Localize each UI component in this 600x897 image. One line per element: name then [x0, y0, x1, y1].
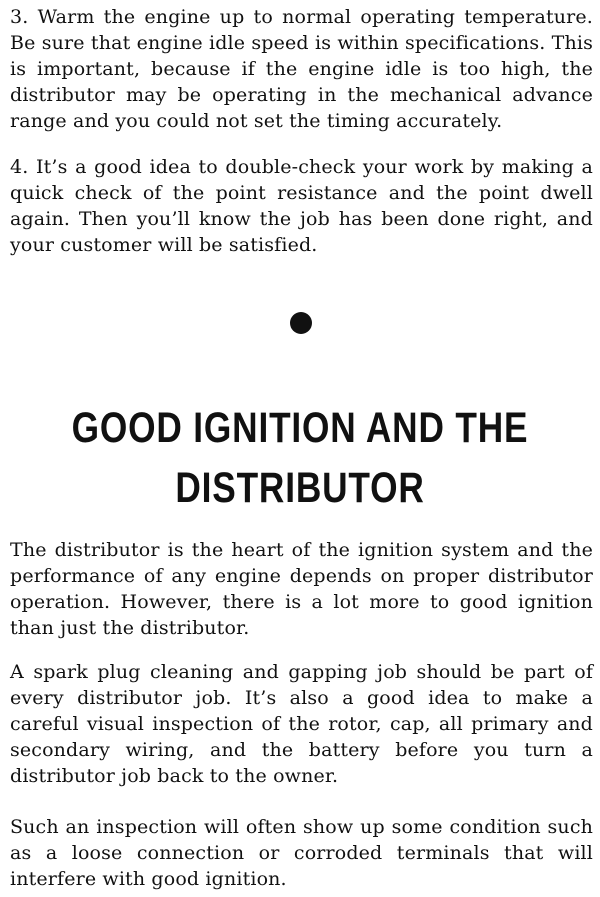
step-4-paragraph: 4. It’s a good idea to double-check your work by making a quick check of the point resistance and the point dwell again. Then you’ll know the job has been done right, and your customer will be satisfied. — [10, 156, 593, 256]
section-heading-line-1: GOOD IGNITION AND THE — [71, 404, 529, 452]
section-divider-bullet — [290, 312, 312, 334]
step-3-paragraph: 3. Warm the engine up to normal operating temperature. Be sure that engine idle speed is within specifications. This is important, because if the engine idle is too high, the distributor may be operating in the mechanical advance range and you could not set the timing accurately. — [10, 6, 593, 132]
section-heading-line-2: DISTRIBUTOR — [175, 464, 425, 512]
body-paragraph: Such an inspection will often show up some condition such as a loose connection or corroded terminals that will interfere with good ignition. — [10, 816, 593, 890]
body-paragraph: The distributor is the heart of the ignition system and the performance of any engine depends on proper distributor operation. However, there is a lot more to good ignition than just the distributor. — [10, 539, 593, 639]
body-paragraph: A spark plug cleaning and gapping job should be part of every distributor job. It’s also a good idea to make a careful visual inspection of the rotor, cap, all primary and secondary wiring, and the battery before you turn a distributor job back to the owner. — [10, 661, 593, 787]
section-heading — [54, 398, 546, 518]
